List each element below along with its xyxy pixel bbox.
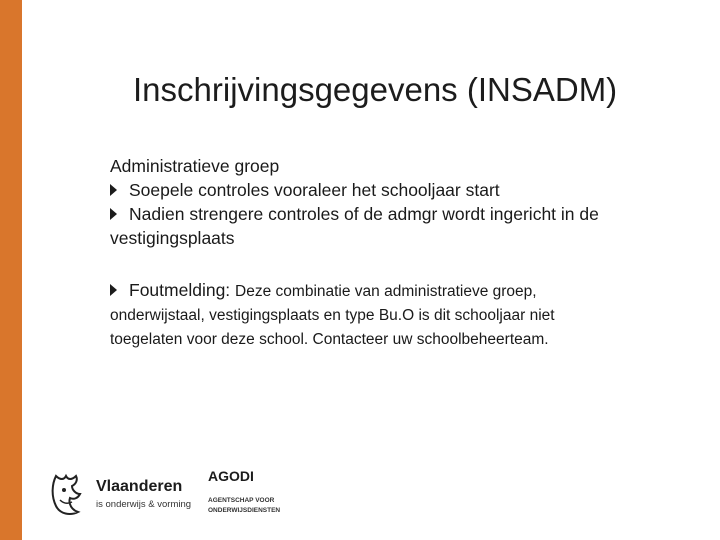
slide-title: Inschrijvingsgegevens (INSADM): [133, 71, 618, 108]
section-heading: Administratieve groep: [110, 156, 280, 176]
error-text: Deze combinatie van administratieve groep,: [235, 283, 537, 300]
bullet-text: Nadien strengere controles of de admgr wordt ingericht in de: [129, 204, 599, 224]
triangle-bullet-icon: [110, 284, 117, 296]
error-bullet: [110, 278, 700, 304]
accent-side-bar: [0, 0, 22, 540]
agodi-logo-text: AGODI: [208, 468, 254, 484]
bullet-text: Soepele controles vooraleer het schooljaar start: [129, 180, 500, 200]
flemish-lion-icon: [48, 470, 88, 518]
error-label: Foutmelding:: [129, 280, 231, 300]
triangle-bullet-icon: [110, 184, 117, 196]
vlaanderen-tagline: is onderwijs & vorming: [96, 499, 192, 510]
bullet-text-continuation: vestigingsplaats: [110, 228, 235, 248]
agodi-subtitle: AGENTSCHAP VOOR ONDERWIJSDIENSTEN: [208, 497, 281, 514]
slide-content: [110, 154, 700, 352]
bullet-item: [110, 202, 700, 226]
error-text: onderwijstaal, vestigingsplaats en type Bu.O is dit schooljaar niet: [110, 307, 555, 324]
vlaanderen-logo-text: Vlaanderen: [96, 478, 183, 495]
triangle-bullet-icon: [110, 208, 117, 220]
bullet-item: [110, 178, 700, 202]
error-text: toegelaten voor deze school. Contacteer uw schoolbeheerteam.: [110, 331, 549, 348]
